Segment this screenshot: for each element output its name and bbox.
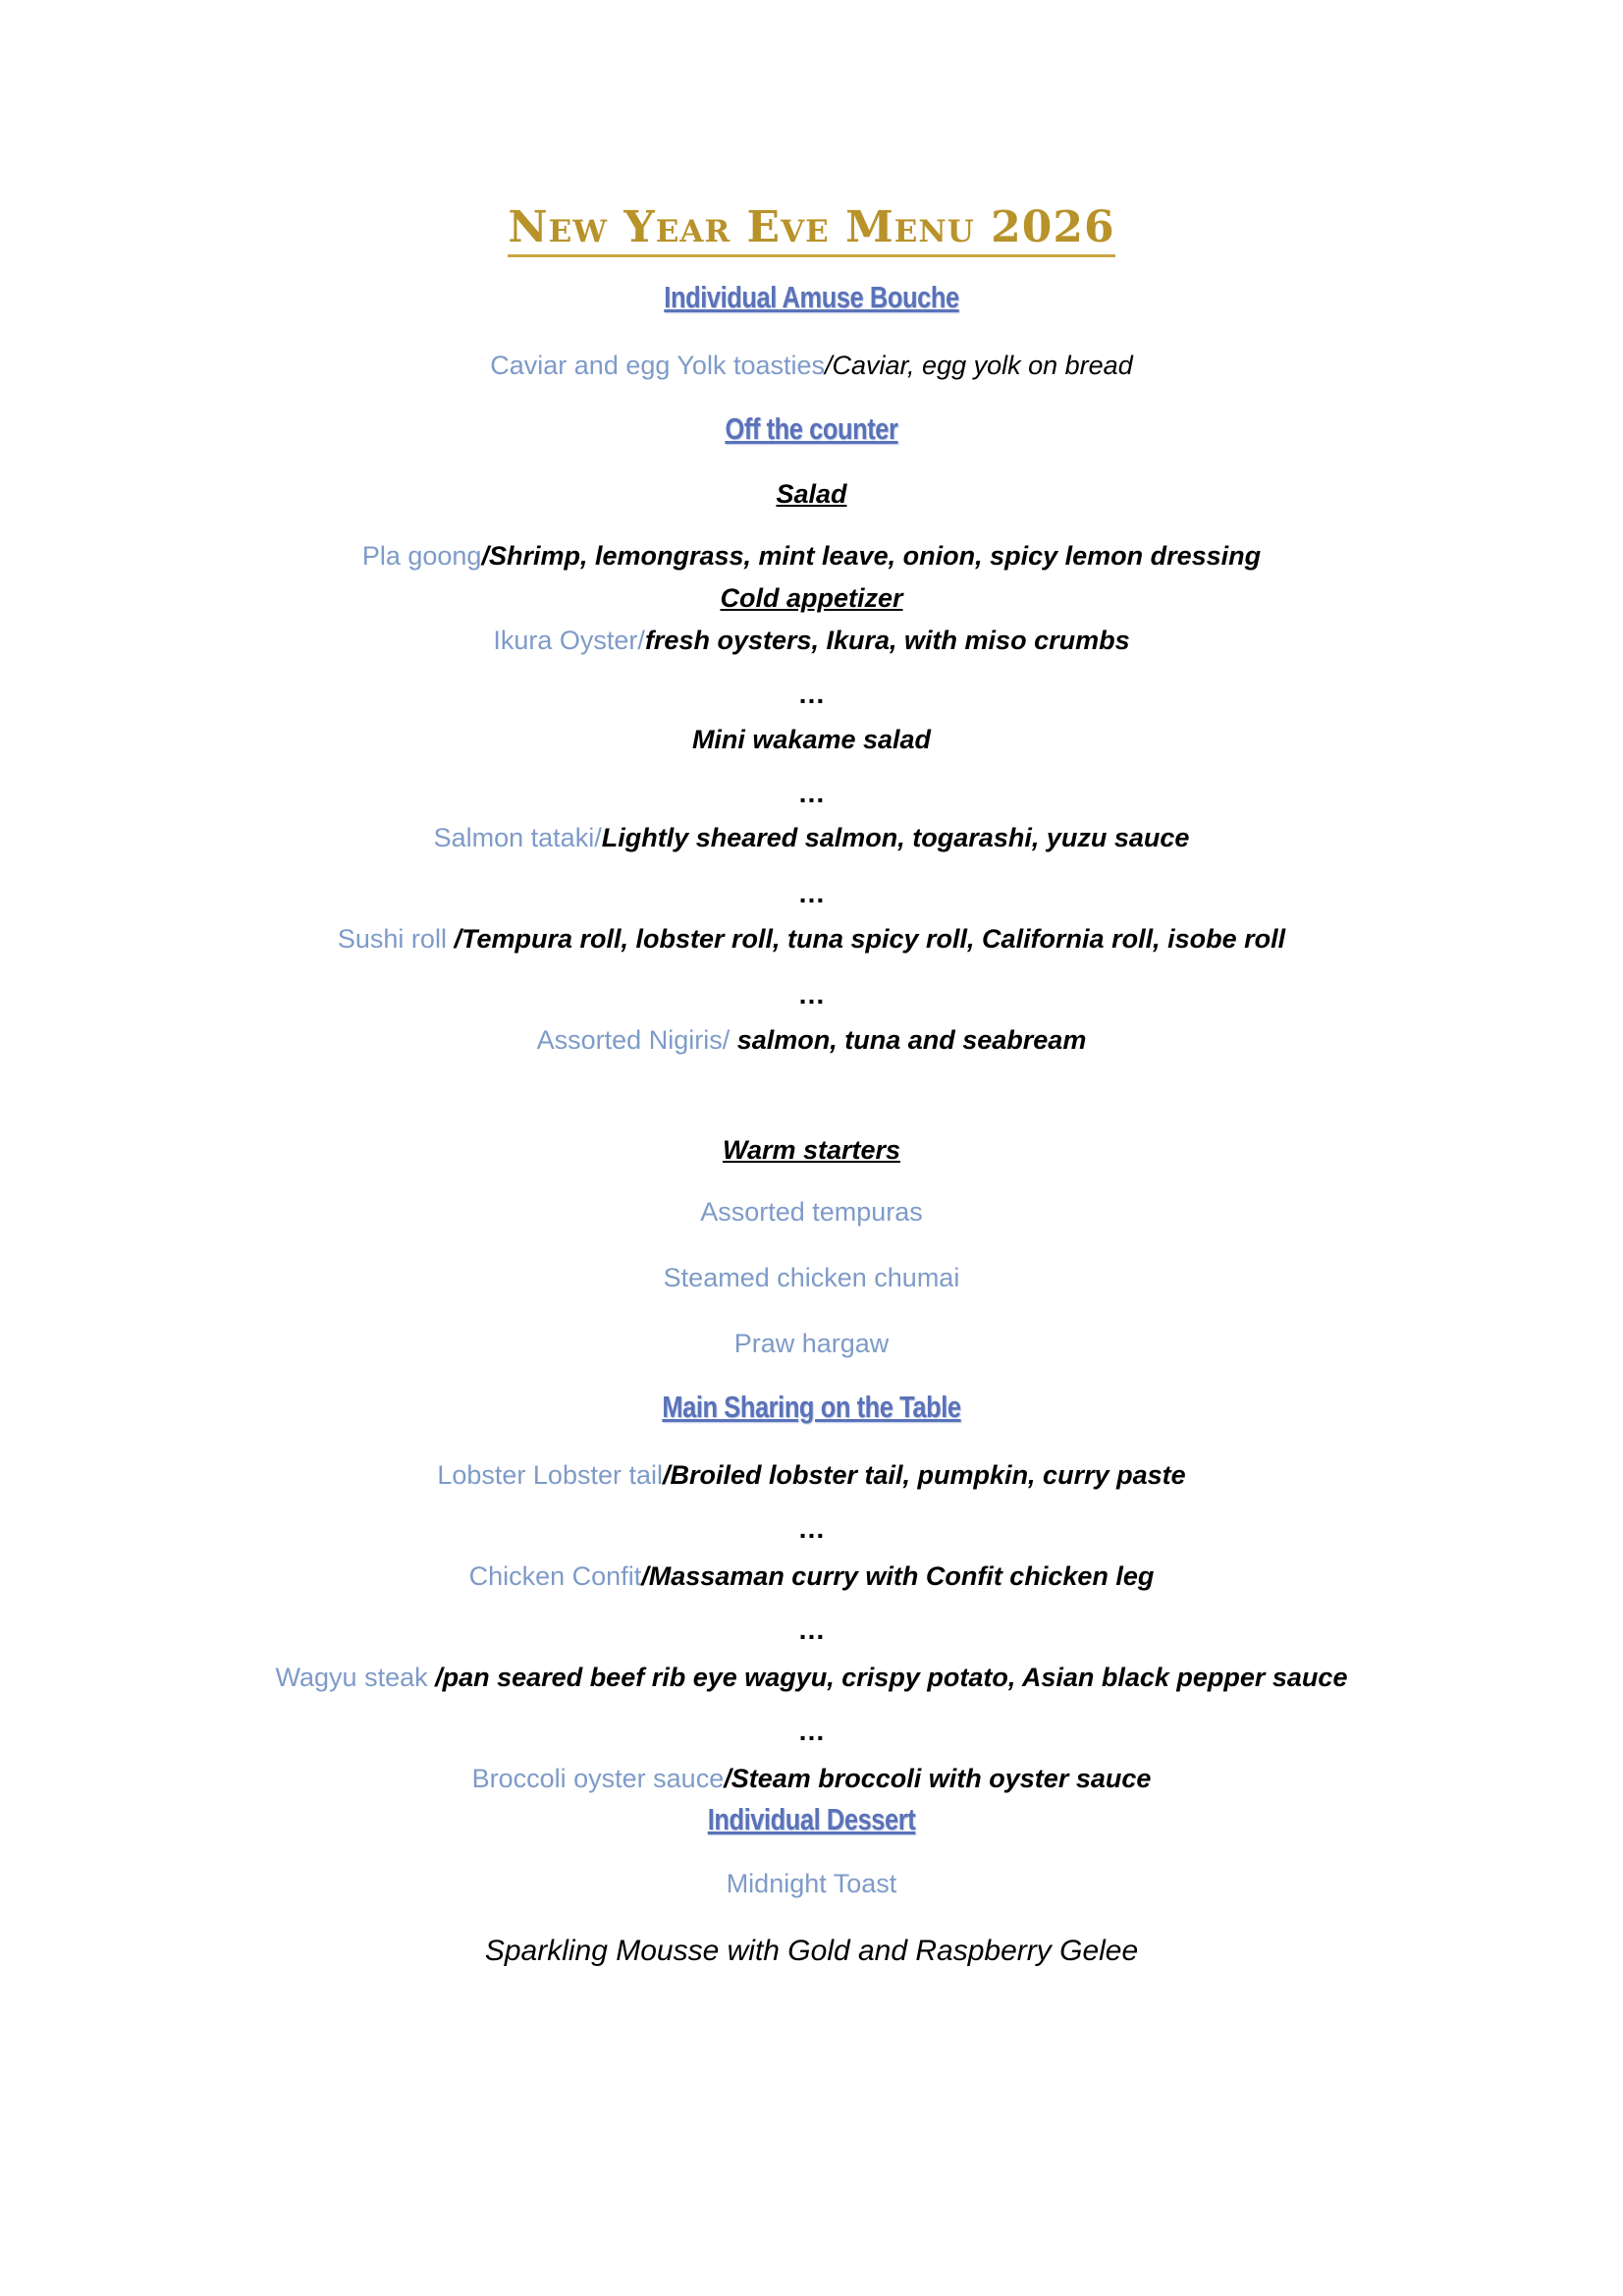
- menu-item-nigiris: [0, 1023, 1623, 1057]
- menu-item-salmon-tataki: [0, 821, 1623, 854]
- section-heading-counter: [146, 410, 1477, 448]
- item-separator: …: [797, 878, 826, 908]
- dish-name: Sushi roll: [337, 924, 455, 954]
- dish-desc: Shrimp, lemongrass, mint leave, onion, spicy lemon dressing: [488, 541, 1262, 571]
- menu-title-text: New Year Eve Menu 2026: [508, 202, 1114, 257]
- menu-item-chicken-confit: [0, 1559, 1623, 1593]
- dish-name: Salmon tataki: [433, 823, 595, 852]
- dish-sep: /: [637, 626, 645, 655]
- section-heading-amuse: [146, 279, 1477, 316]
- dish-name: Chicken Confit: [468, 1561, 642, 1591]
- dish-sep: /: [594, 823, 602, 852]
- item-separator: …: [797, 1614, 826, 1645]
- menu-item-broccoli: [0, 1762, 1623, 1795]
- menu-item-tempuras: Assorted tempuras: [700, 1197, 923, 1227]
- menu-item-pla-goong: [0, 539, 1623, 573]
- menu-item-chumai: Steamed chicken chumai: [663, 1263, 960, 1292]
- section-heading-amuse-text: Individual Amuse Bouche: [664, 280, 959, 314]
- menu-item-wagyu: [0, 1661, 1623, 1694]
- subheading-cold-appetizer: Cold appetizer: [720, 583, 903, 613]
- dish-sep: /: [724, 1764, 731, 1793]
- dish-sep: [730, 1025, 737, 1055]
- dish-desc: Caviar, egg yolk on bread: [832, 351, 1133, 380]
- menu-item-ikura-oyster: [0, 624, 1623, 657]
- dish-sep: /: [641, 1561, 649, 1591]
- menu-item-wakame: [0, 723, 1623, 756]
- item-separator: …: [797, 1513, 826, 1544]
- item-separator: …: [797, 679, 826, 709]
- item-separator: …: [797, 979, 826, 1010]
- section-heading-dessert-text: Individual Dessert: [707, 1802, 916, 1836]
- dish-sep: /: [663, 1460, 671, 1490]
- dish-desc: fresh oysters, Ikura, with miso crumbs: [644, 626, 1130, 655]
- subheading-warm-starters: Warm starters: [722, 1135, 901, 1165]
- menu-item-sparkling-mousse: Sparkling Mousse with Gold and Raspberry Gelee: [484, 1935, 1139, 1967]
- dish-desc: Lightly sheared salmon, togarashi, yuzu sauce: [601, 823, 1190, 852]
- dish-name: Caviar and egg Yolk toasties: [490, 351, 825, 380]
- dish-desc: Steam broccoli with oyster sauce: [730, 1764, 1152, 1793]
- dish-name: Broccoli oyster sauce: [471, 1764, 725, 1793]
- menu-item-midnight-toast: Midnight Toast: [726, 1869, 897, 1898]
- item-separator: …: [797, 778, 826, 808]
- dish-sep: /: [454, 924, 461, 954]
- dish-desc: pan seared beef rib eye wagyu, crispy potato, Asian black pepper sauce: [442, 1663, 1348, 1692]
- dish-name: Lobster Lobster tail: [437, 1460, 663, 1490]
- dish-name: Assorted Nigiris/: [536, 1025, 730, 1055]
- dish-name: Pla goong: [361, 541, 482, 571]
- dish-desc: Tempura roll, lobster roll, tuna spicy roll, California roll, isobe roll: [460, 924, 1286, 954]
- section-heading-main-text: Main Sharing on the Table: [662, 1390, 961, 1424]
- dish-desc: Broiled lobster tail, pumpkin, curry paste: [670, 1460, 1186, 1490]
- subheading-salad: Salad: [776, 479, 847, 509]
- dish-name: Wagyu steak: [275, 1663, 436, 1692]
- dish-desc: Massaman curry with Confit chicken leg: [648, 1561, 1155, 1591]
- menu-item-hargaw: Praw hargaw: [733, 1329, 890, 1358]
- menu-item-caviar: [0, 349, 1623, 382]
- dish-sep: /: [825, 351, 833, 380]
- menu-item-lobster: [0, 1458, 1623, 1492]
- section-heading-main: [146, 1389, 1477, 1426]
- section-heading-counter-text: Off the counter: [725, 411, 898, 446]
- dish-desc: Mini wakame salad: [691, 725, 932, 754]
- dish-sep: /: [481, 541, 489, 571]
- section-heading-dessert: [146, 1801, 1477, 1838]
- dish-sep: /: [435, 1663, 443, 1692]
- menu-item-sushi-roll: [0, 922, 1623, 956]
- menu-title: [0, 203, 1623, 252]
- dish-desc: salmon, tuna and seabream: [736, 1025, 1087, 1055]
- item-separator: …: [797, 1716, 826, 1746]
- dish-name: Ikura Oyster: [493, 626, 638, 655]
